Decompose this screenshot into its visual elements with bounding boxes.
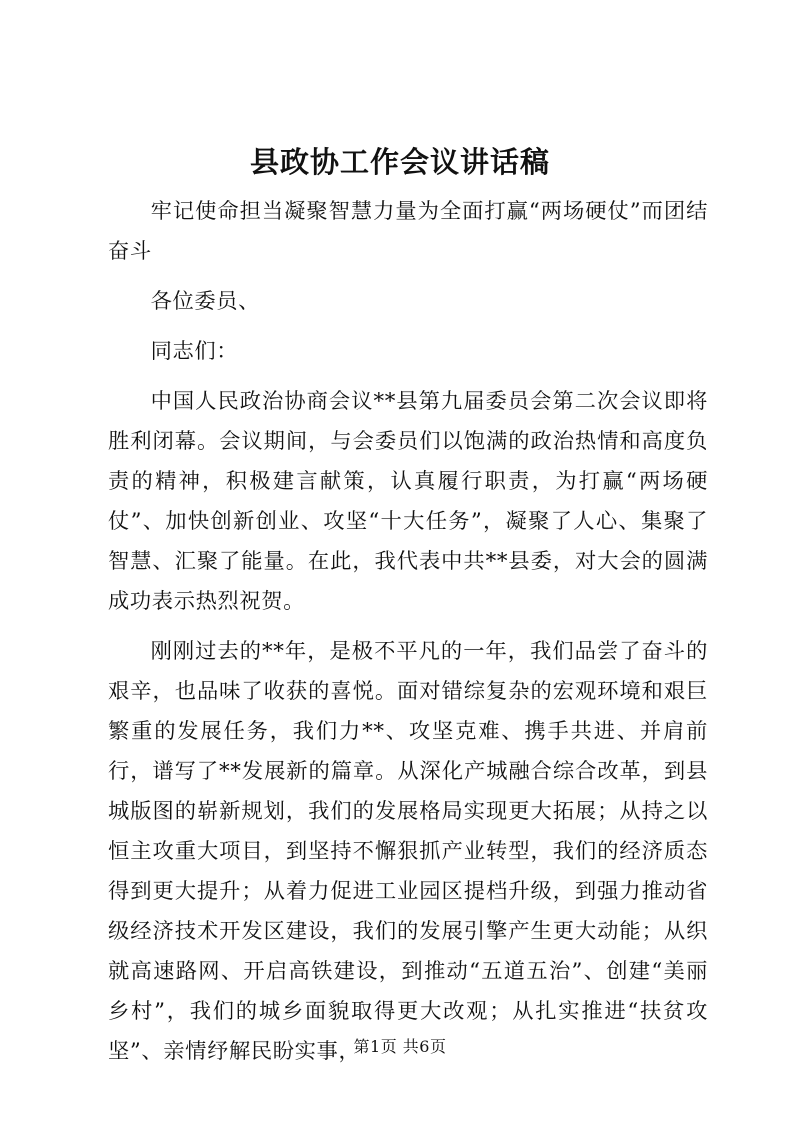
body-paragraph: 刚刚过去的**年，是极不平凡的一年，我们品尝了奋斗的艰辛，也品味了收获的喜悦。面对错综复杂的宏观环境和艰巨繁重的发展任务，我们力**、攻坚克难、携手共进、并肩前行，谱写了**发展新的篇章。从深化产城融合综合改革，到县城版图的崭新规划，我们的发展格局实现更大拓展；从持之以恒主攻重大项目，到坚持不懈狠抓产业转型，我们的经济质态得到更大提升；从着力促进工业园区提档升级，到强力推动省级经济技术开发区建设，我们的发展引擎产生更大动能；从织就高速路网、开启高铁建设，到推动“五道五治”、创建“美丽乡村”，我们的城乡面貌取得更大改观；从扎实推进“扶贫攻坚”、亲情纾解民盼实事， xyxy=(108,639,708,1064)
salutation-comrades: 同志们： xyxy=(150,339,239,364)
page-number-footer: 第1页 共6页 xyxy=(353,1037,447,1056)
document-title: 县政协工作会议讲话稿 xyxy=(249,145,550,179)
salutation-members: 各位委员、 xyxy=(150,289,261,314)
body-paragraph: 中国人民政治协商会议**县第九届委员会第二次会议即将胜利闭幕。会议期间，与会委员们以饱满的政治热情和高度负责的精神，积极建言献策，认真履行职责，为打赢“两场硬仗”、加快创新创业、攻坚“十大任务”，凝聚了人心、集聚了智慧、汇聚了能量。在此，我代表中共**县委，对大会的圆满成功表示热烈祝贺。 xyxy=(108,389,708,614)
subtitle-paragraph: 牢记使命担当凝聚智慧力量为全面打赢“两场硬仗”而团结奋斗 xyxy=(108,199,708,264)
document-body xyxy=(108,192,708,1082)
